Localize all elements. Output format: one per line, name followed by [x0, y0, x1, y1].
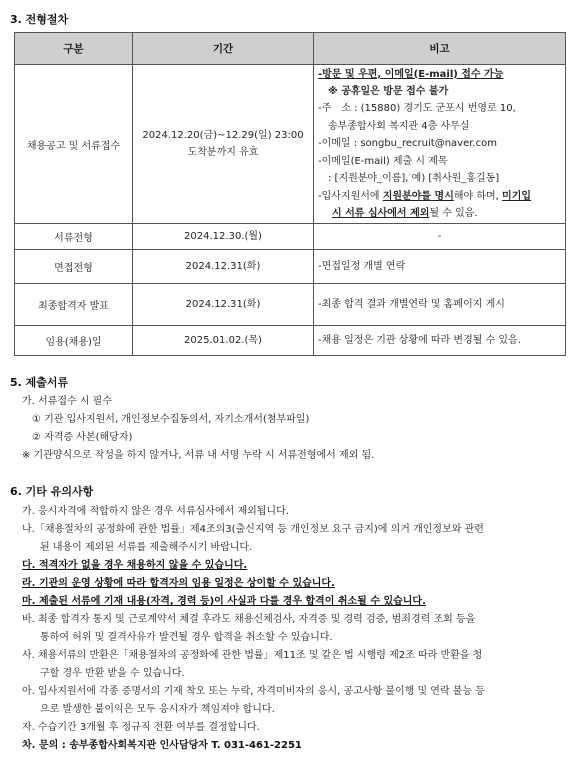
table-row [15, 224, 566, 250]
note-emphasis: 미기입 [502, 190, 532, 202]
row-period: 2024.12.31(화) [133, 284, 314, 326]
row-category: 서류전형 [15, 224, 133, 250]
row-period [133, 65, 314, 224]
notice-item-emphasis: 다. 적격자가 없을 경우 채용하지 않을 수 있습니다. [22, 560, 248, 571]
row-period: 2024.12.31(화) [133, 250, 314, 284]
doc-item: ② 자격증 사본(해당자) [32, 432, 133, 443]
doc-item: ① 기관 입사지원서, 개인정보수집동의서, 자기소개서(첨부파일) [32, 414, 310, 425]
table-header-row [15, 33, 566, 65]
note-line: 송부종합사회 복지관 4층 사무실 [328, 120, 470, 132]
header-note: 비고 [314, 33, 566, 65]
doc-note: ※ 기관양식으로 작성을 하지 않거나, 서류 내 서명 누락 시 서류전형에서 제외 됨. [22, 450, 375, 461]
table-row [15, 284, 566, 326]
notice-item: 아. 입사지원서에 각종 증명서의 기재 착오 또는 누락, 자격미비자의 응시, 공고사항 불이행 및 연락 불능 등 [22, 686, 485, 697]
notice-item-cont: 으로 발생한 불이익은 모두 응시자가 책임져야 합니다. [40, 704, 275, 715]
row-note [314, 65, 566, 224]
note-text: 해야 하며, [453, 190, 503, 202]
notice-item-cont: 통하여 허위 및 결격사유가 발견될 경우 합격을 취소할 수 있습니다. [40, 632, 333, 643]
row-note: -면접일정 개별 연락 [314, 250, 566, 284]
notice-item: 나.「채용절차의 공정화에 관한 법률」제4조의3(출신지역 등 개인정보 요구 금지)에 의거 개인정보와 관련 [22, 524, 484, 535]
table-row [15, 250, 566, 284]
header-period: 기간 [133, 33, 314, 65]
note-emphasis: 시 서류 심사에서 제외 [332, 207, 430, 219]
notice-item: 사. 채용서류의 반환은「채용절차의 공정화에 관한 법률」제11조 및 같은 법 시행령 제2조 따라 반환을 청 [22, 650, 483, 661]
note-line: ※ 공휴일은 방문 접수 불가 [328, 86, 449, 98]
doc-item: 가. 서류접수 시 필수 [22, 396, 112, 407]
row-period: 2024.12.30.(월) [133, 224, 314, 250]
note-line: : [지원분야_이름], 예) [취사원_홍길동] [328, 173, 500, 185]
table-row [15, 326, 566, 356]
notice-item-cont: 된 내용이 제외된 서류를 제출해주시기 바랍니다. [40, 542, 253, 553]
schedule-table [14, 32, 566, 356]
row-note: -최종 합격 결과 개별연락 및 홈페이지 게시 [314, 284, 566, 326]
note-text: 될 수 있음. [429, 207, 478, 219]
row-note: -채용 일정은 기관 상황에 따라 변경될 수 있음. [314, 326, 566, 356]
notice-item: 가. 응시자격에 적합하지 않은 경우 서류심사에서 제외됩니다. [22, 506, 289, 517]
note-text: -입사지원서에 [318, 190, 383, 202]
note-line [318, 188, 565, 205]
note-line: -주 소 : (15880) 경기도 군포시 번영로 10, [318, 103, 516, 115]
period-line: 2024.12.20(금)~12.29(일) 23:00 [142, 130, 304, 141]
section-5-title: 5. 제출서류 [10, 376, 69, 389]
section-3-title: 3. 전형절차 [10, 13, 69, 26]
notice-item-emphasis: 마. 제출된 서류에 기재 내용(자격, 경력 등)이 사실과 다를 경우 합격이 취소될 수 있습니다. [22, 596, 426, 607]
section-6-title: 6. 기타 유의사항 [10, 485, 94, 498]
row-period: 2025.01.02.(목) [133, 326, 314, 356]
period-line: 도착분까지 유효 [187, 147, 259, 158]
row-category: 면접전형 [15, 250, 133, 284]
note-line [318, 205, 565, 222]
notice-item-emphasis: 라. 기관의 운영 상황에 따라 합격자의 임용 일정은 상이할 수 있습니다. [22, 578, 335, 589]
row-category: 최종합격자 발표 [15, 284, 133, 326]
row-category: 임용(채용)일 [15, 326, 133, 356]
contact-info: 차. 문의 : 송부종합사회복지관 인사담당자 T. 031-461-2251 [22, 740, 302, 751]
notice-item: 바. 최종 합격자 통지 및 근로계약서 체결 후라도 채용신체검사, 자격증 및 경력 검증, 범죄경력 조회 등을 [22, 614, 476, 625]
note-emphasis: 지원분야를 명시 [382, 190, 454, 202]
header-category: 구분 [15, 33, 133, 65]
row-note: - [314, 224, 566, 250]
notice-item: 자. 수습기간 3개월 후 정규직 전환 여부를 결정합니다. [22, 722, 260, 733]
notice-item-cont: 구할 경우 반환 받을 수 있습니다. [40, 668, 185, 679]
table-row [15, 65, 566, 224]
note-line: -이메일 : songbu_recruit@naver.com [318, 138, 497, 150]
row-category: 채용공고 및 서류접수 [15, 65, 133, 224]
note-line: -방문 및 우편, 이메일(E-mail) 접수 가능 [318, 68, 504, 80]
note-line: -이메일(E-mail) 제출 시 제목 [318, 155, 448, 167]
